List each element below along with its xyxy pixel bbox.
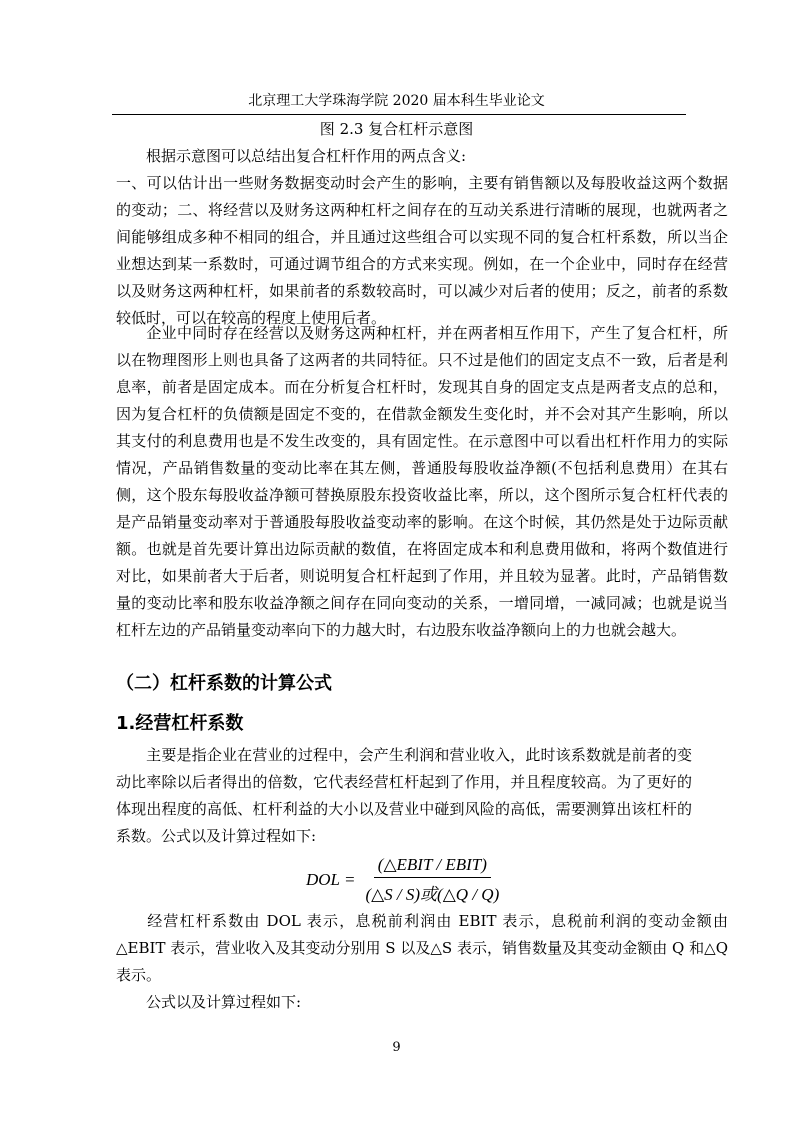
paragraph-intro (116, 143, 728, 170)
paragraph-symbols (116, 908, 728, 989)
page-number: 9 (392, 1040, 401, 1055)
formula-lhs: DOL = (306, 870, 356, 889)
paragraph-composite-lever-text: 企业中同时存在经营以及财务这两种杠杆，并在两者相互作用下，产生了复合杠杆，所以在物理图形上则也具备了这两者的共同特征。只不过是他们的固定支点不一致，后者是利息率，前者是固定成本。而在分析复合杠杆时，发现其自身的固定支点是两者支点的总和，因为复合杠杆的负债额是固定不变的，在借款金额发生变化时，并不会对其产生影响，所以其支付的利息费用也是不发生改变的，具有固定性。在示意图中可以看出杠杆作用力的实际情况，产品销售数量的变动比率在其左侧，普通股每股收益净额(不包括利息费用）在其右侧，这个股东每股收益净额可替换原股东投资收益比率，所以，这个图所示复合杠杆代表的是产品销量变动率对于普通股每股收益变动率的影响。在这个时候，其仍然是处于边际贡献额。也就是首先要计算出边际贡献的数值，在将固定成本和利息费用做和，将两个数值进行对比，如果前者大于后者，则说明复合杠杆起到了作用，并且较为显著。此时，产品销售数量的变动比率和股东收益净额之间存在同向变动的关系，一增同增，一减同减；也就是说当杠杆左边的产品销量变动率向下的力越大时，右边股东收益净额向上的力也就会越大。 (116, 324, 728, 639)
paragraph-formula-intro (116, 989, 728, 1016)
formula-denominator: (△S / S)或(△Q / Q) (365, 885, 500, 904)
paragraph-meanings: 一、可以估计出一些财务数据变动时会产生的影响，主要有销售额以及每股收益这两个数据的变动；二、将经营以及财务这两种杠杆之间存在的互动关系进行清晰的展现，也就两者之间能够组成多种不相同的组合，并且通过这些组合可以实现不同的复合杠杆系数，所以当企业想达到某一系数时，可通过调节组合的方式来实现。例如，在一个企业中，同时存在经营以及财务这两种杠杆，如果前者的系数较高时，可以减少对后者的使用；反之，前者的系数较低时，可以在较高的程度上使用后者。 (116, 174, 728, 327)
paragraph-formula-intro-text: 公式以及计算过程如下: (146, 993, 302, 1011)
paragraph-intro-text: 根据示意图可以总结出复合杠杆作用的两点含义: (146, 147, 467, 165)
paragraph-symbols-text: 经营杠杆系数由 DOL 表示，息税前利润由 EBIT 表示，息税前利润的变动金额由△EBIT 表示，营业收入及其变动分别用 S 以及△S 表示，销售数量及其变动金额由 Q 和△Q 表示。 (116, 912, 728, 984)
running-header: 北京理工大学珠海学院 2020 届本科生毕业论文 (248, 93, 545, 109)
paragraph-dol-definition (116, 742, 692, 850)
dol-formula (306, 855, 503, 905)
subsection-heading: 1.经营杠杆系数 (116, 713, 244, 734)
formula-fraction (361, 855, 503, 905)
paragraph-dol-definition-text: 主要是指企业在营业的过程中，会产生利润和营业收入，此时该系数就是前者的变动比率除以后者得出的倍数，它代表经营杠杆起到了作用，并且程度较高。为了更好的体现出程度的高低、杠杆利益的大小以及营业中碰到风险的高低，需要测算出该杠杆的系数。公式以及计算过程如下: (116, 746, 692, 845)
paragraph-composite-lever (116, 320, 728, 644)
section-heading: （二）杠杆系数的计算公式 (116, 673, 332, 694)
figure-caption: 图 2.3 复合杠杆示意图 (319, 120, 474, 138)
formula-numerator: (△EBIT / EBIT) (374, 855, 491, 878)
header-divider (112, 114, 686, 115)
